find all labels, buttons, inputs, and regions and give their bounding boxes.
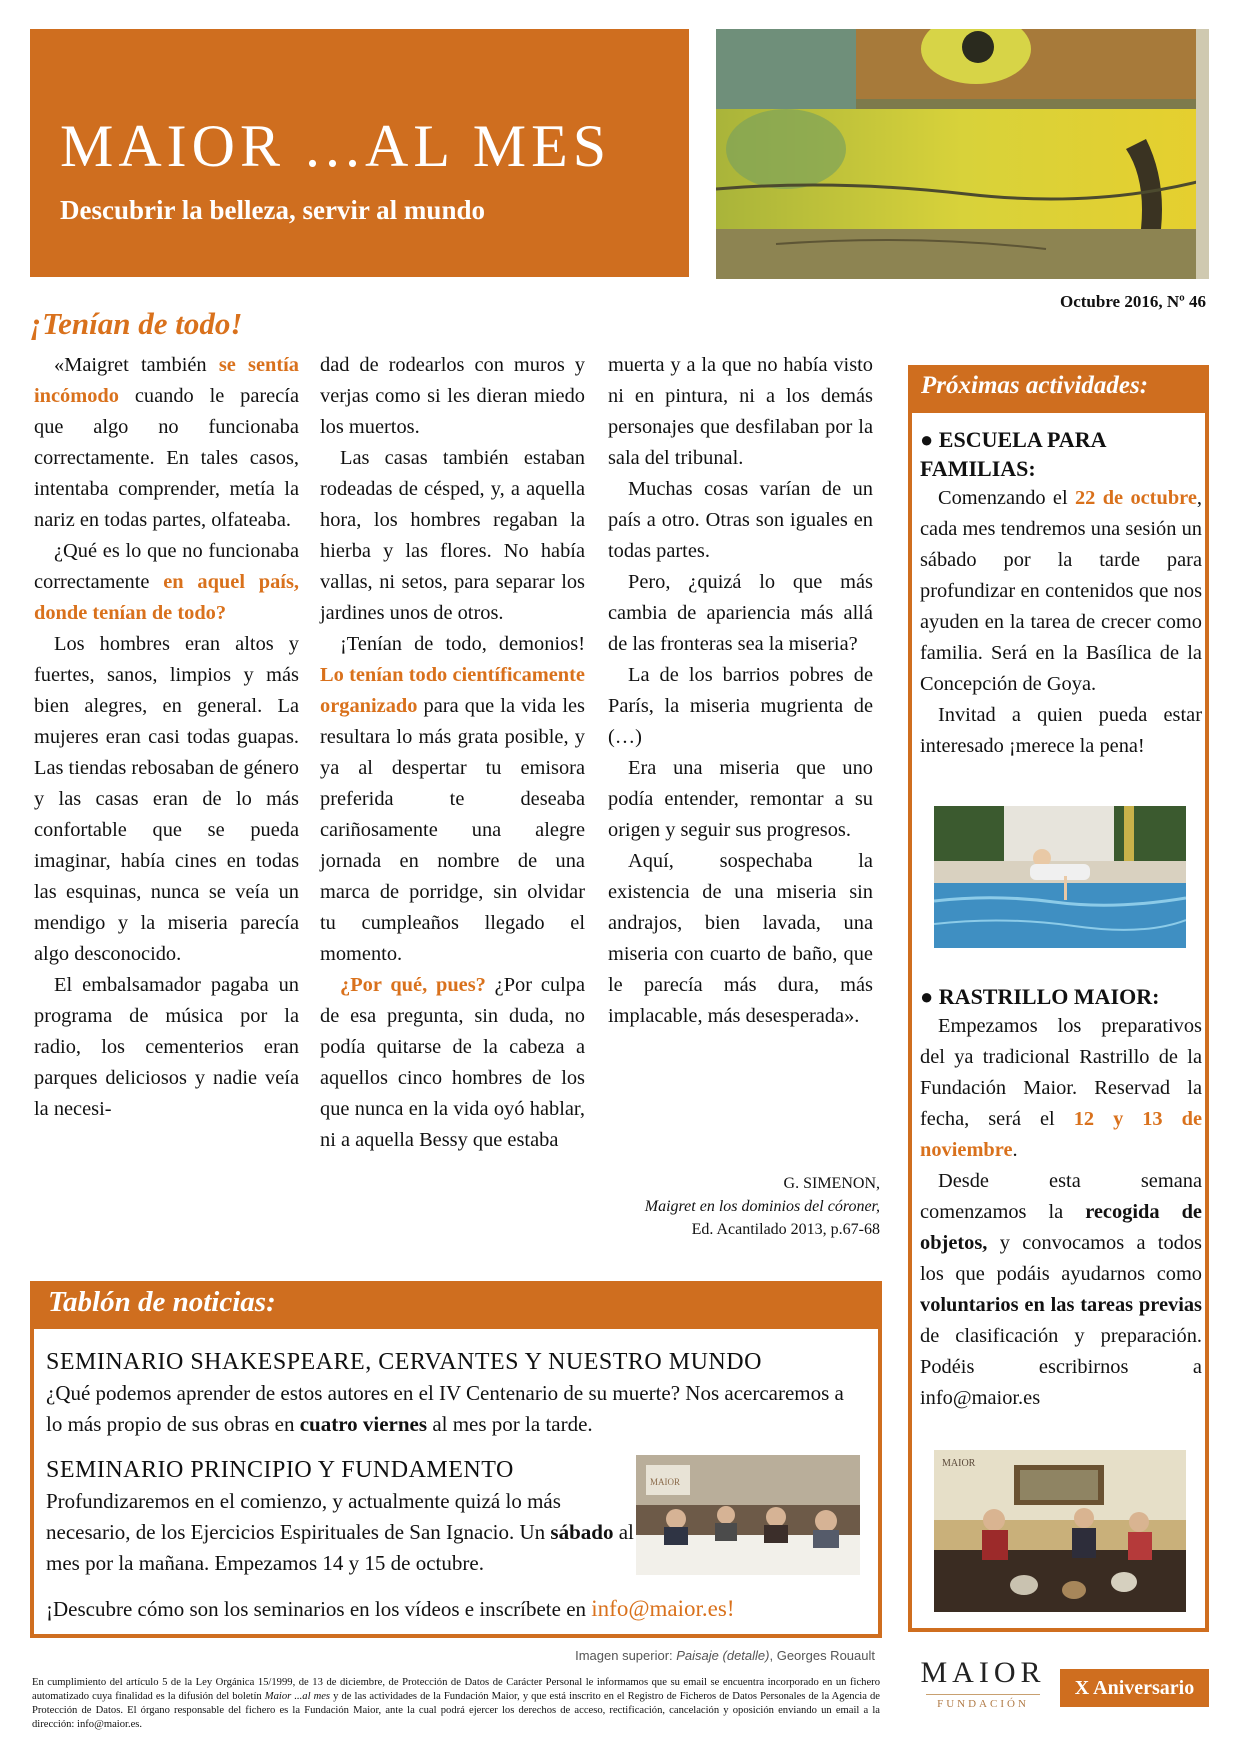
- news-text: Profundizaremos en el comienzo, y actualmente quizá lo más necesario, de los Ejercicios Espirituales de San Ignacio. Un sábado al mes por la mañana. Empezamos 14 y 15 de octubre.: [46, 1489, 634, 1575]
- maior-logo: [920, 1656, 1046, 1710]
- bold-text: sábado: [550, 1520, 614, 1544]
- credit-work: Paisaje (detalle): [676, 1648, 770, 1663]
- bold-text: cuatro viernes: [299, 1412, 428, 1436]
- paragraph: muerta y a la que no había visto ni en pintura, ni a los demás personajes que desfilaban por la sala del tribunal.: [608, 354, 873, 469]
- logo-divider: [926, 1694, 1040, 1695]
- article-citation: [560, 1172, 880, 1241]
- header-painting: [716, 29, 1209, 279]
- photo-rastrillo-market: [934, 1450, 1186, 1612]
- image-credit: Imagen superior: Paisaje (detalle), Georges Rouault: [575, 1648, 875, 1663]
- paragraph: Los hombres eran altos y fuertes, sanos, limpios y más bien alegres, en general. La mujeres eran casi todas guapas. Las tiendas rebosaban de género y las casas eran de lo más confortable que se pueda imaginar, había cines en todas las esquinas, nunca se veía un mendigo y la miseria parecía algo desconocido.: [34, 633, 299, 965]
- paragraph: Aquí, sospechaba la existencia de una miseria sin andrajos, bien lavada, una miseria con cuarto de baño, que le parecía más dura, más implacable, más desesperada».: [608, 850, 873, 1027]
- highlight-date: 12 y 13 de noviembre: [920, 1108, 1202, 1161]
- bold-text: voluntarios en las tareas previas: [920, 1294, 1202, 1316]
- news-title: SEMINARIO SHAKESPEARE, CERVANTES Y NUESTRO MUNDO: [46, 1349, 762, 1375]
- paragraph: ¡Tenían de todo, demonios! Lo tenían todo científicamente organizado para que la vida les resultara lo más grata posible, y ya al despertar tu emisora preferida te deseaba cariñosamente una alegre jornada en nombre de una marca de porridge, sin olvidar tu cumpleaños llegado el momento.: [320, 633, 585, 965]
- highlight-date: 22 de octubre: [1074, 487, 1197, 509]
- activity-rastrillo: [920, 982, 1202, 1414]
- paragraph: Muchas cosas varían de un país a otro. Otras son iguales en todas partes.: [608, 478, 873, 562]
- paragraph: ¿Qué es lo que no funcionaba correctamente en aquel país, donde tenían de todo?: [34, 540, 299, 624]
- paragraph: ¿Por qué, pues? ¿Por culpa de esa pregunta, sin duda, no podía quitarse de la cabeza a aquellos cinco hombres de los que nunca en la vida oyó hablar, ni a aquella Bessy que estaba: [320, 974, 585, 1151]
- citation-book: Maigret en los dominios del córoner,: [644, 1198, 880, 1215]
- paragraph: Empezamos los preparativos del ya tradicional Rastrillo de la Fundación Maior. Reservad la fecha, será el 12 y 13 de noviembre.: [920, 1015, 1202, 1161]
- citation-edition: Ed. Acantilado 2013, p.67-68: [691, 1221, 880, 1238]
- news-heading: Tablón de noticias:: [48, 1286, 276, 1318]
- citation-author: G. SIMENON,: [783, 1175, 880, 1192]
- bulletin-name: Maior ...al mes: [264, 1691, 331, 1702]
- activity-title: ● ESCUELA PARA FAMILIAS:: [920, 427, 1106, 481]
- highlight: Lo tenían todo científicamente organizado: [320, 664, 585, 717]
- photo-child-pool: [934, 806, 1186, 948]
- paragraph: Era una miseria que uno podía entender, remontar a su origen y seguir sus progresos.: [608, 757, 873, 841]
- anniversary-badge: X Aniversario: [1060, 1669, 1209, 1707]
- bold-text: recogida de objetos,: [920, 1201, 1202, 1254]
- paragraph: El embalsamador pagaba un programa de música por la radio, los cementerios eran parques deliciosos y nadie veía la necesi-: [34, 974, 299, 1120]
- legal-notice: En cumplimiento del artículo 5 de la Ley Orgánica 15/1999, de 13 de diciembre, de Protección de Datos de Carácter Personal le informamos que su email se encuentra incorporado en un fichero automatizado cuya finalidad es la difusión del boletín Maior ...al mes y de las actividades de la Fundación Maior, y que está inscrito en el Registro de Ficheros de Datos Personales de la Agencia de Protección de Datos. El órgano responsable del fichero es la Fundación Maior, ante la cual podrá ejercer los derechos de acceso, rectificación, cancelación y oposición enviando un email a la dirección: info@maior.es.: [32, 1677, 880, 1730]
- paragraph: Desde esta semana comenzamos la recogida de objetos, y convocamos a todos los que podáis ayudarnos como voluntarios en las tareas previas de clasificación y preparación. Podéis escribirnos a info@maior.es: [920, 1170, 1202, 1409]
- masthead-subtitle: Descubrir la belleza, servir al mundo: [60, 195, 485, 225]
- logo-subtitle: FUNDACIÓN: [937, 1698, 1029, 1710]
- activities-heading: Próximas actividades:: [921, 372, 1149, 399]
- article-title: ¡Tenían de todo!: [30, 306, 243, 341]
- article-column-3: [608, 350, 873, 1032]
- paragraph: La de los barrios pobres de París, la miseria mugrienta de (…): [608, 664, 873, 748]
- logo-wordmark: MAIOR: [920, 1656, 1046, 1689]
- news-item-shakespeare: [46, 1347, 856, 1440]
- activity-title: ● RASTRILLO MAIOR:: [920, 984, 1160, 1009]
- highlight: en aquel país, donde tenían de todo?: [34, 571, 299, 624]
- news-text: ¿Qué podemos aprender de estos autores en el IV Centenario de su muerte? Nos acercaremos a lo más propio de sus obras en cuatro viernes al mes por la tarde.: [46, 1381, 844, 1436]
- paragraph: «Maigret también se sentía incómodo cuando le parecía que algo no funcionaba correctamente. En tales casos, intentaba comprender, metía la nariz en todas partes, olfateaba.: [34, 354, 300, 531]
- email-link[interactable]: info@maior.es!: [591, 1596, 735, 1621]
- activity-escuela-familias: [920, 425, 1202, 762]
- paragraph: Las casas también estaban rodeadas de césped, y, a aquella hora, los hombres regaban la hierba y las flores. No había vallas, ni setos, para separar los jardines unos de otros.: [320, 447, 585, 624]
- article-column-2: [320, 350, 585, 1156]
- svg-text:MAIOR: MAIOR: [650, 1477, 681, 1487]
- news-call-to-action: ¡Descubre cómo son los seminarios en los vídeos e inscríbete en info@maior.es!: [46, 1596, 735, 1621]
- svg-text:MAIOR: MAIOR: [942, 1458, 976, 1469]
- photo-seminar-room: [636, 1455, 860, 1575]
- masthead-title: MAIOR ...AL MES: [60, 113, 612, 179]
- highlight: se sentía incómodo: [34, 354, 300, 407]
- article-column-1: [34, 350, 299, 1125]
- issue-date: Octubre 2016, Nº 46: [1059, 292, 1206, 311]
- highlight: ¿Por qué, pues?: [340, 974, 486, 996]
- news-title: SEMINARIO PRINCIPIO Y FUNDAMENTO: [46, 1457, 514, 1483]
- news-item-principio: [46, 1455, 636, 1579]
- paragraph: Comenzando el 22 de octubre, cada mes tendremos una sesión un sábado por la tarde para profundizar en contenidos que nos ayuden en la tarea de crecer como familia. Será en la Basílica de la Concepción de Goya.: [920, 487, 1202, 695]
- paragraph: dad de rodearlos con muros y verjas como si les dieran miedo los muertos.: [320, 354, 585, 438]
- paragraph: Pero, ¿quizá lo que más cambia de apariencia más allá de las fronteras sea la miseria?: [608, 571, 873, 655]
- paragraph: Invitad a quien pueda estar interesado ¡merece la pena!: [920, 704, 1202, 757]
